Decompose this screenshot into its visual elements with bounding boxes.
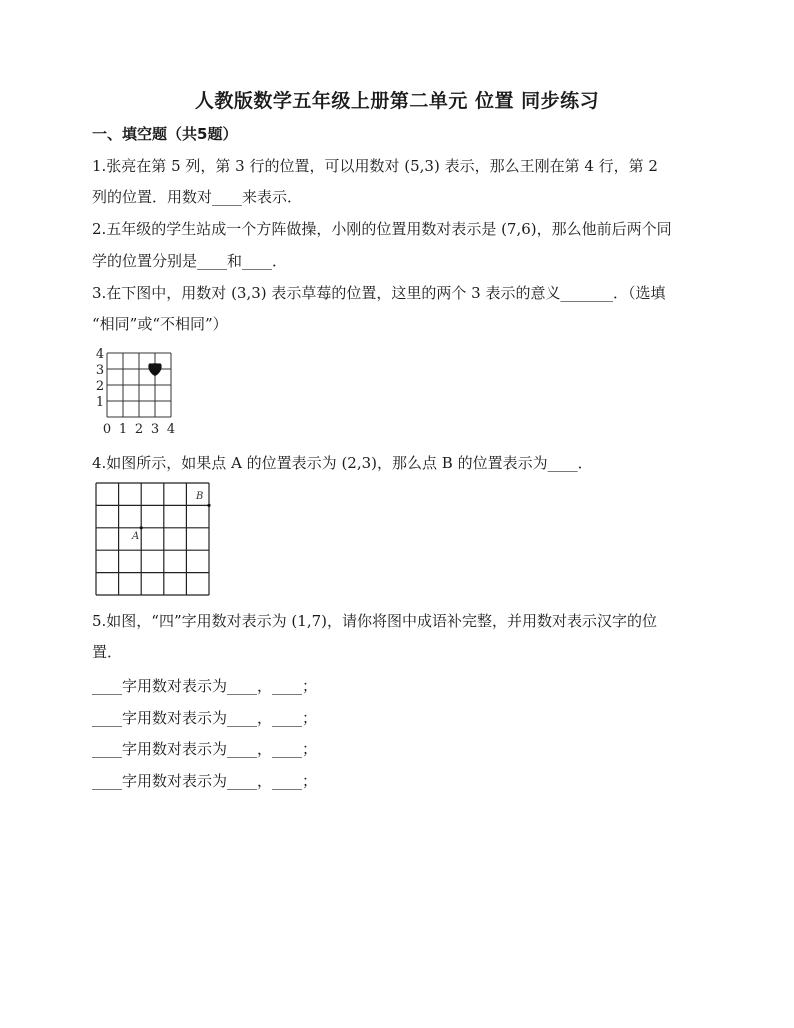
question-5-line-2: 置． [92,643,123,661]
y-tick-label: 3 [95,363,105,378]
point-b-label: B [196,491,204,502]
x-tick-label: 4 [166,422,176,437]
page-title: 人教版数学五年级上册第二单元 位置 同步练习 [194,90,600,112]
question-1-line-2: 列的位置．用数对____来表示． [92,188,303,206]
question-2-line-1: 2.五年级的学生站成一个方阵做操，小刚的位置用数对表示是 (7,6)，那么他前后两个同 [92,220,672,238]
strawberry-grid-figure [90,345,190,437]
question-3-line-1: 3.在下图中，用数对 (3,3) 表示草莓的位置，这里的两个 3 表示的意义_______．（选填 [92,284,666,302]
y-tick-label: 1 [95,395,105,410]
x-tick-label: 3 [150,422,160,437]
x-tick-label: 1 [118,422,128,437]
answer-line: ____字用数对表示为____，____； [92,677,318,695]
x-tick-label: 2 [134,422,144,437]
question-1-line-1: 1.张亮在第 5 列，第 3 行的位置，可以用数对 (5,3) 表示，那么王刚在第 4 行，第 2 [92,157,658,175]
answer-line: ____字用数对表示为____，____； [92,772,318,790]
y-tick-label: 2 [95,379,105,394]
point-a-label: A [132,531,140,542]
point-b-marker [207,504,210,507]
x-tick-label: 0 [102,422,112,437]
answer-line: ____字用数对表示为____，____； [92,709,318,727]
point-grid-lines [96,483,209,595]
strawberry-grid-lines [107,353,171,417]
strawberry-icon [148,363,161,376]
point-grid-figure [92,480,216,598]
y-tick-label: 4 [95,347,105,362]
point-a-marker [140,526,143,529]
question-2-line-2: 学的位置分别是____和____． [92,252,288,270]
question-5-line-1: 5.如图，“四”字用数对表示为 (1,7)，请你将图中成语补完整，并用数对表示汉字的位 [92,612,657,630]
answer-line: ____字用数对表示为____，____； [92,740,318,758]
question-4-line-1: 4.如图所示，如果点 A 的位置表示为 (2,3)，那么点 B 的位置表示为____． [92,454,593,472]
question-3-line-2: “相同”或“不相同”） [92,315,228,333]
section-heading: 一、填空题（共5题） [92,125,238,143]
